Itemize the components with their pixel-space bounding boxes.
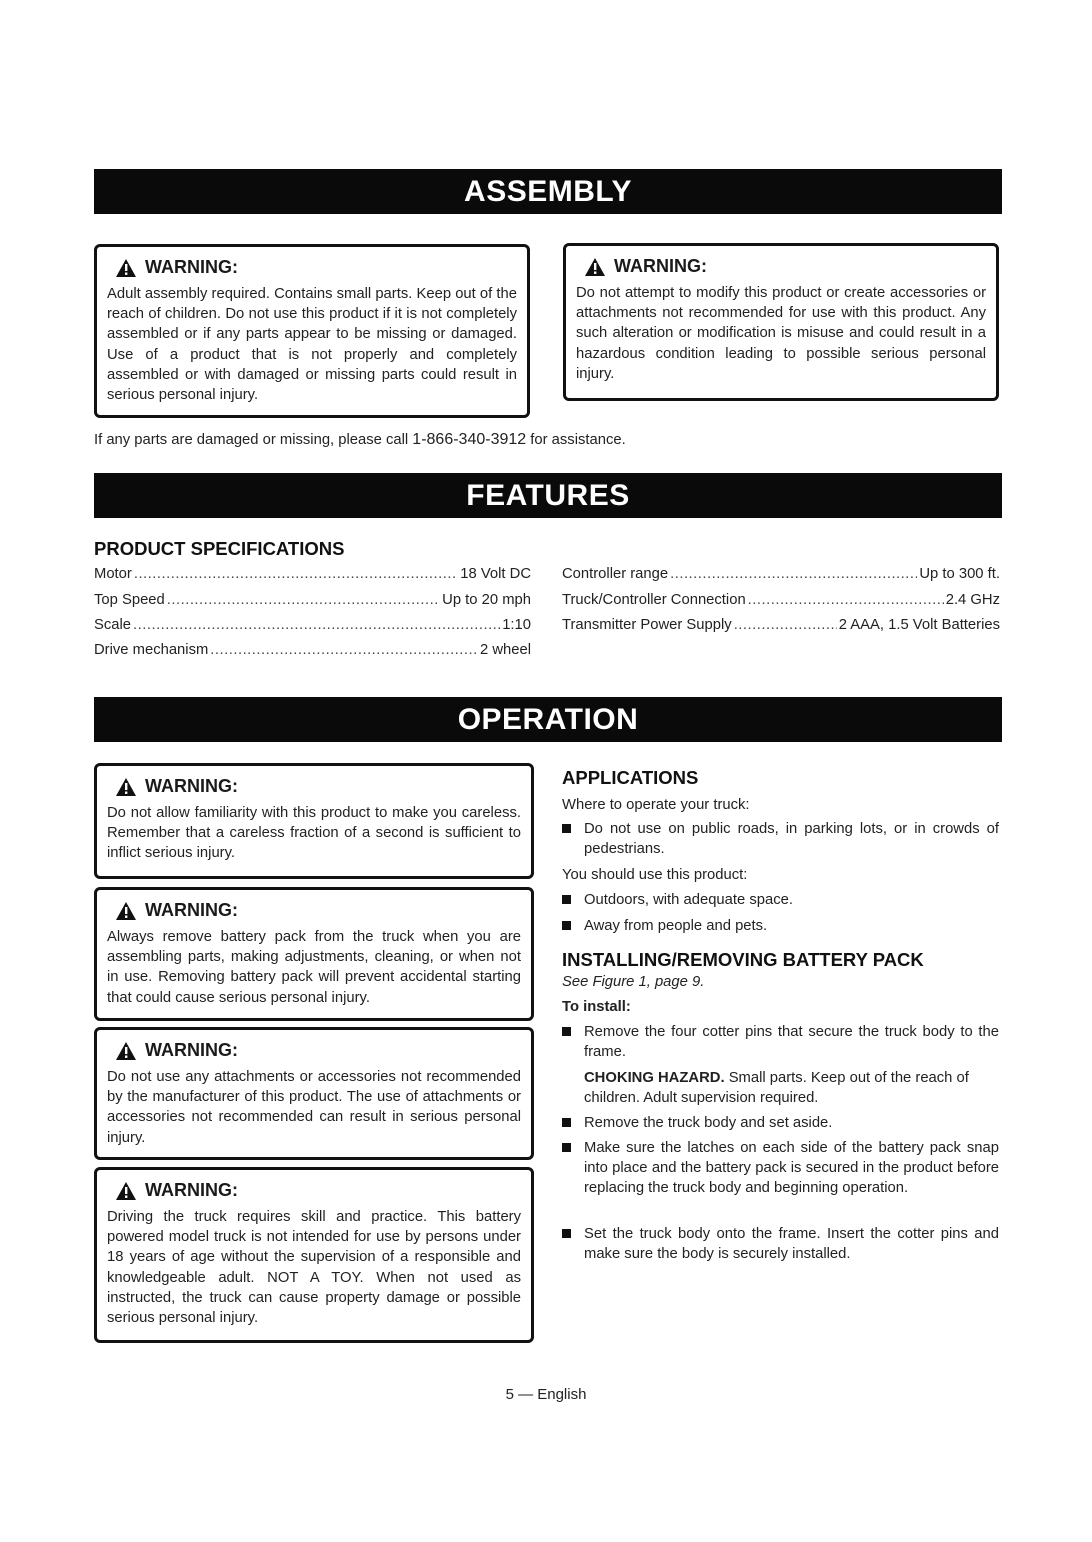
warning-label: WARNING: bbox=[145, 1180, 238, 1200]
warning-label: WARNING: bbox=[145, 776, 238, 796]
spec-row: Controller range ..... Up to 300 ft. bbox=[562, 566, 1000, 582]
warning-label: WARNING: bbox=[145, 900, 238, 920]
features-banner: FEATURES bbox=[94, 473, 1002, 518]
warning-triangle-icon bbox=[115, 777, 137, 797]
applications-heading: APPLICATIONS bbox=[562, 767, 699, 788]
list-item: Outdoors, with adequate space. bbox=[562, 890, 999, 910]
warning-text: Adult assembly required. Contains small parts. Keep out of the reach of children. Do not use this product if it is not completely assembled or if any parts appear to be missing or damaged. Use of a product that is not properly and completely assembled or with damaged or missing parts could result in serious personal injury. bbox=[107, 286, 517, 404]
spec-row: Scale ..... 1:10 bbox=[94, 617, 531, 633]
warning-triangle-icon bbox=[115, 258, 137, 278]
operation-warning-2 bbox=[94, 887, 534, 1021]
warning-label: WARNING: bbox=[614, 256, 707, 276]
choking-hazard-note: CHOKING HAZARD. Small parts. Keep out of the reach of children. Adult supervision required. bbox=[584, 1070, 969, 1106]
battery-heading: INSTALLING/REMOVING BATTERY PACK bbox=[562, 949, 924, 970]
spec-row: Top Speed ..... Up to 20 mph bbox=[94, 592, 531, 608]
operation-warning-1 bbox=[94, 763, 534, 879]
applications-intro: Where to operate your truck: bbox=[562, 797, 750, 813]
warning-text: Do not use any attachments or accessories not recommended by the manufacturer of this product. The use of attachments or accessories not recommended can result in serious personal injury. bbox=[107, 1069, 521, 1146]
warning-triangle-icon bbox=[115, 901, 137, 921]
spec-row: Motor ..... 18 Volt DC bbox=[94, 566, 531, 582]
assistance-note: If any parts are damaged or missing, please call 1-866-340-3912 for assistance. bbox=[94, 431, 626, 448]
warning-text: Driving the truck requires skill and practice. This battery powered model truck is not intended for use by persons under 18 years of age without the supervision of a responsible and knowledgeable adult. NOT A TOY. When not used as instructed, the truck can cause property damage or possible serious personal injury. bbox=[107, 1209, 521, 1327]
see-figure-note: See Figure 1, page 9. bbox=[562, 974, 705, 990]
operation-warning-3 bbox=[94, 1027, 534, 1160]
to-install-label: To install: bbox=[562, 999, 631, 1015]
warning-label: WARNING: bbox=[145, 257, 238, 277]
operation-banner: OPERATION bbox=[94, 697, 1002, 742]
warning-triangle-icon bbox=[584, 257, 606, 277]
list-item: Set the truck body onto the frame. Insert the cotter pins and make sure the body is securely installed. bbox=[562, 1224, 999, 1264]
assembly-warning-right bbox=[563, 243, 999, 401]
warning-text: Do not allow familiarity with this product to make you careless. Remember that a careless fraction of a second is sufficient to inflict serious injury. bbox=[107, 805, 521, 862]
operation-warning-4 bbox=[94, 1167, 534, 1343]
assembly-banner: ASSEMBLY bbox=[94, 169, 1002, 214]
list-item: Remove the four cotter pins that secure the truck body to the frame. bbox=[562, 1022, 999, 1062]
list-item: Make sure the latches on each side of the battery pack snap into place and the battery pack is secured in the product before replacing the truck body and beginning operation. bbox=[562, 1138, 999, 1199]
list-item: Remove the truck body and set aside. bbox=[562, 1113, 999, 1133]
warning-triangle-icon bbox=[115, 1041, 137, 1061]
spec-row: Drive mechanism ..... 2 wheel bbox=[94, 642, 531, 658]
warning-text: Do not attempt to modify this product or create accessories or attachments not recommended for use with this product. Any such alteration or modification is misuse and could result in a hazardous condition leading to possible serious personal injury. bbox=[576, 285, 986, 382]
page-footer: 5 — English bbox=[505, 1386, 587, 1403]
warning-text: Always remove battery pack from the truck when you are assembling parts, making adjustments, cleaning, or when not in use. Removing battery pack will prevent accidental starting that could cause serious personal injury. bbox=[107, 929, 521, 1006]
assembly-warning-left bbox=[94, 244, 530, 418]
applications-intro-2: You should use this product: bbox=[562, 867, 748, 883]
warning-label: WARNING: bbox=[145, 1040, 238, 1060]
spec-row: Truck/Controller Connection ..... 2.4 GHz bbox=[562, 592, 1000, 608]
product-specifications-heading: PRODUCT SPECIFICATIONS bbox=[94, 538, 345, 559]
list-item: Away from people and pets. bbox=[562, 916, 999, 936]
list-item: Do not use on public roads, in parking lots, or in crowds of pedestrians. bbox=[562, 819, 999, 859]
assistance-phone: 1-866-340-3912 bbox=[412, 431, 527, 448]
spec-row: Transmitter Power Supply ..... 2 AAA, 1.5 Volt Batteries bbox=[562, 617, 1000, 633]
warning-triangle-icon bbox=[115, 1181, 137, 1201]
